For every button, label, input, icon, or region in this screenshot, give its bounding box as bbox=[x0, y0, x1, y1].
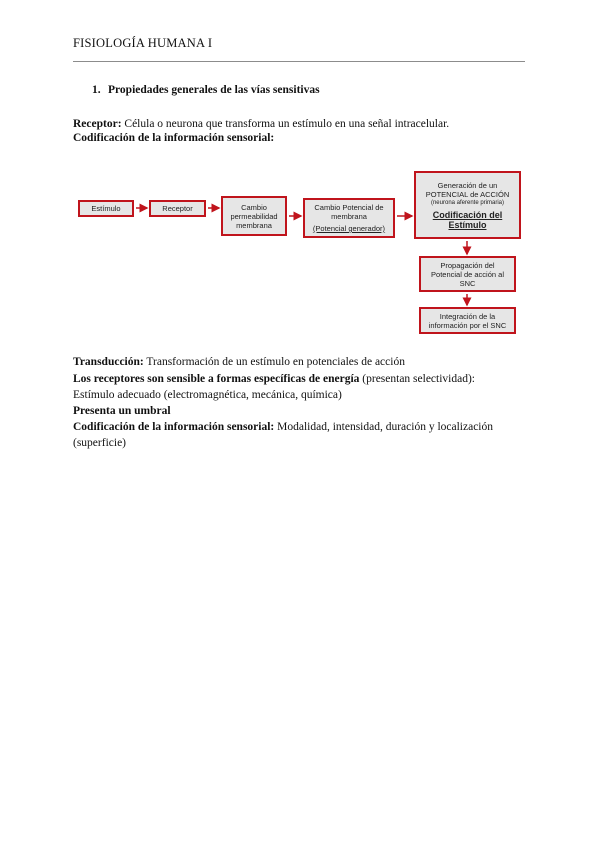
receptores-label: Los receptores son sensible a formas específicas de energía bbox=[73, 373, 360, 385]
codificacion-heading bbox=[73, 131, 274, 145]
neurona-aferente-label: (neurona aferente primaria) bbox=[430, 199, 505, 206]
codificacion2-line2-text: (superficie) bbox=[73, 437, 126, 449]
codificacion2-line2 bbox=[73, 436, 126, 450]
box-generacion-line: POTENCIAL de ACCIÓN bbox=[425, 189, 510, 199]
codificacion2-label: Codificación de la información sensorial: bbox=[73, 421, 275, 433]
box-propagacion-line: Propagación del bbox=[440, 260, 495, 270]
transduccion-line bbox=[73, 355, 405, 369]
box-cambio-permeabilidad-line: membrana bbox=[236, 220, 272, 230]
box-propagacion-line: SNC bbox=[459, 278, 476, 288]
umbral-text: Presenta un umbral bbox=[73, 405, 171, 417]
box-integracion-line: información por el SNC bbox=[428, 320, 507, 330]
section-title: Propiedades generales de las vías sensitivas bbox=[108, 84, 320, 96]
section-heading bbox=[92, 84, 320, 96]
estimulo-adecuado-line bbox=[73, 388, 342, 402]
sensory-flow-diagram bbox=[75, 168, 525, 338]
receptor-text: Célula o neurona que transforma un estímulo en una señal intracelular. bbox=[121, 118, 450, 130]
estimulo-adecuado-text: Estímulo adecuado (electromagnética, mecánica, química) bbox=[73, 389, 342, 401]
potencial-generador-label: (Potencial generador) bbox=[312, 224, 386, 233]
box-cambio-permeabilidad-line: permeabilidad bbox=[230, 211, 278, 221]
box-receptor-label: Receptor bbox=[162, 204, 193, 213]
box-propagacion-line: Potencial de acción al bbox=[431, 269, 504, 279]
codificacion-heading-text: Codificación de la información sensorial: bbox=[73, 132, 275, 144]
document-header-title: FISIOLOGÍA HUMANA I bbox=[73, 36, 213, 50]
receptor-line bbox=[73, 117, 449, 131]
box-cambio-permeabilidad-line: Cambio bbox=[241, 202, 267, 212]
header-divider bbox=[73, 61, 525, 62]
codificacion-estimulo-line: Estímulo bbox=[448, 219, 487, 230]
box-cambio-potencial-line: membrana bbox=[331, 212, 367, 221]
box-integracion-line: Integración de la bbox=[439, 311, 496, 321]
box-generacion-line: Generación de un bbox=[437, 180, 498, 190]
section-number: 1. bbox=[92, 84, 101, 96]
codificacion2-text: Modalidad, intensidad, duración y localización bbox=[274, 421, 494, 433]
receptores-text: (presentan selectividad): bbox=[359, 373, 475, 385]
codificacion-estimulo-line: Codificación del bbox=[432, 209, 503, 220]
transduccion-label: Transducción: bbox=[73, 356, 144, 368]
diagram-arrows bbox=[75, 168, 525, 338]
codificacion2-line bbox=[73, 420, 493, 434]
receptor-label: Receptor: bbox=[73, 118, 122, 130]
box-estimulo-label: Estímulo bbox=[91, 204, 121, 213]
transduccion-text: Transformación de un estímulo en potenciales de acción bbox=[143, 356, 405, 368]
box-cambio-potencial-line: Cambio Potencial de bbox=[314, 203, 384, 212]
umbral-line bbox=[73, 404, 171, 418]
receptores-line bbox=[73, 372, 475, 386]
